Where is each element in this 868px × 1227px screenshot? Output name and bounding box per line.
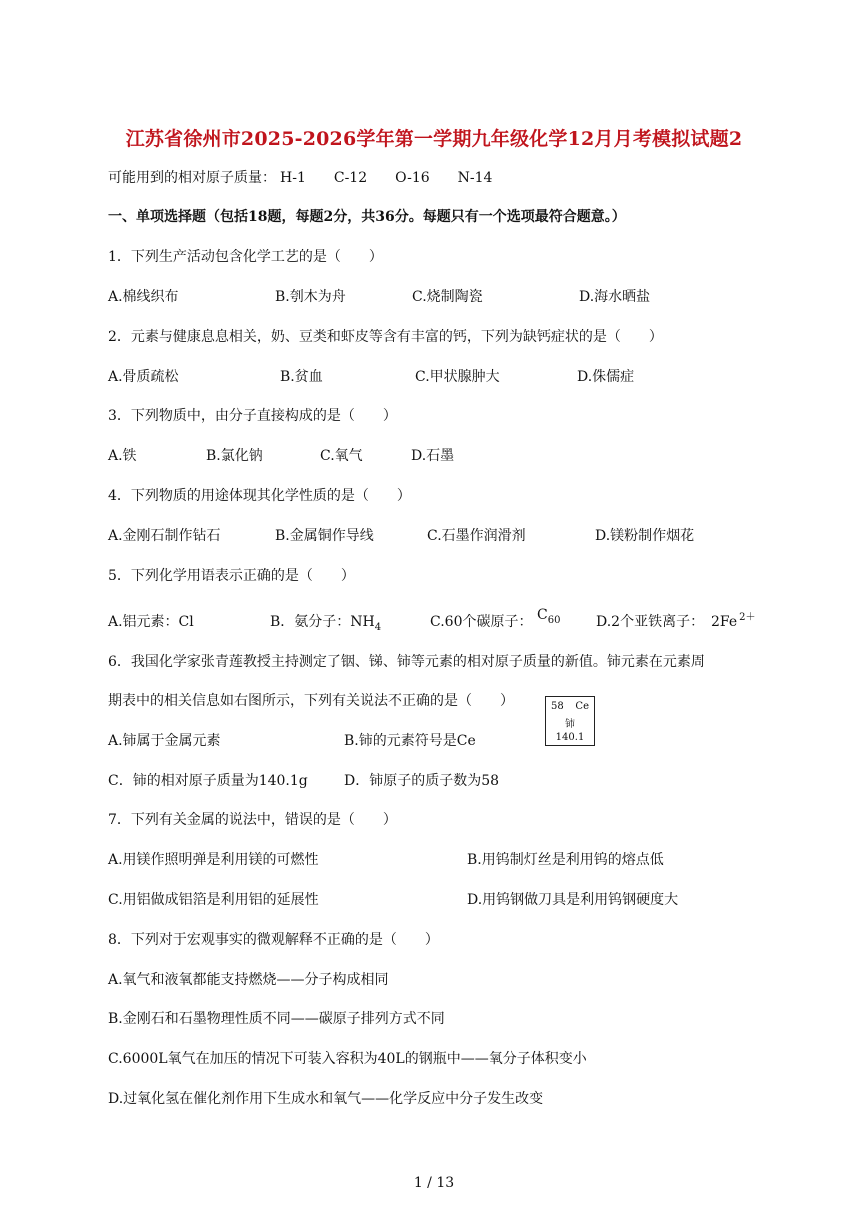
- page-number: 1 / 13: [413, 1175, 455, 1191]
- question-4-stem: 4．下列物质的用途体现其化学性质的是（ ）: [108, 488, 411, 504]
- element-atomic-number: 58: [551, 701, 564, 712]
- q2-option-d: D.侏儒症: [577, 369, 635, 385]
- question-6-stem-1: 6．我国化学家张青莲教授主持测定了铟、锑、铈等元素的相对原子质量的新值。铈元素在元素周: [108, 654, 705, 670]
- q2-option-a: A.骨质疏松: [108, 369, 179, 385]
- q5-option-a: A.铝元素：Cl: [108, 614, 194, 630]
- atomic-mass-o: O-16: [395, 170, 430, 186]
- q6-option-c: C．铈的相对原子质量为140.1g: [108, 773, 308, 789]
- q8-option-c: C.6000L氧气在加压的情况下可装入容积为40L的钢瓶中——氧分子体积变小: [108, 1051, 587, 1067]
- q5-option-c: C.60个碳原子：: [430, 614, 533, 630]
- q8-option-b: B.金刚石和石墨物理性质不同——碳原子排列方式不同: [108, 1011, 445, 1027]
- q2-option-c: C.甲状腺肿大: [415, 369, 500, 385]
- q1-option-d: D.海水晒盐: [579, 289, 651, 305]
- atomic-mass-n: N-14: [457, 170, 493, 186]
- question-5-stem: 5．下列化学用语表示正确的是（ ）: [108, 568, 355, 584]
- page-title: 江苏省徐州市2025-2026学年第一学期九年级化学12月月考模拟试题2: [125, 128, 743, 150]
- q8-option-d: D.过氧化氢在催化剂作用下生成水和氧气——化学反应中分子发生改变: [108, 1091, 544, 1107]
- c60-formula: [537, 607, 560, 626]
- q3-option-d: D.石墨: [411, 448, 455, 464]
- q1-option-a: A.棉线织布: [108, 289, 179, 305]
- element-name: 铈: [565, 719, 575, 730]
- q5-option-b-subscript: 4: [374, 621, 382, 633]
- c60-symbol: C: [537, 607, 548, 623]
- q6-option-d: D．铈原子的质子数为58: [344, 773, 500, 789]
- q7-option-c: C.用铝做成铝箔是利用铝的延展性: [108, 892, 319, 908]
- q5-option-d: D.2个亚铁离子：: [596, 614, 705, 630]
- q1-option-c: C.烧制陶瓷: [412, 289, 483, 305]
- atomic-mass-h: H-1: [280, 170, 306, 186]
- q7-option-d: D.用钨钢做刀具是利用钨钢硬度大: [467, 892, 679, 908]
- atomic-mass-c: C-12: [333, 170, 368, 186]
- question-7-stem: 7．下列有关金属的说法中，错误的是（ ）: [108, 812, 397, 828]
- question-6-stem-2: 期表中的相关信息如右图所示，下列有关说法不正确的是（ ）: [108, 693, 514, 709]
- q8-option-a: A.氧气和液氧都能支持燃烧——分子构成相同: [108, 972, 389, 988]
- q3-option-a: A.铁: [108, 448, 137, 464]
- q4-option-c: C.石墨作润滑剂: [427, 528, 526, 544]
- q7-option-a: A.用镁作照明弹是利用镁的可燃性: [108, 852, 319, 868]
- q6-option-b: B.铈的元素符号是Ce: [344, 733, 476, 749]
- atomic-mass-label: 可能用到的相对原子质量：: [108, 170, 276, 186]
- q6-option-a: A.铈属于金属元素: [108, 733, 221, 749]
- q4-option-d: D.镁粉制作烟花: [595, 528, 695, 544]
- element-info-box: [545, 696, 595, 746]
- element-atomic-mass: 140.1: [555, 732, 585, 743]
- q2-option-b: B.贫血: [280, 369, 323, 385]
- question-8-stem: 8．下列对于宏观事实的微观解释不正确的是（ ）: [108, 932, 439, 948]
- fe-ion-formula: [711, 608, 756, 630]
- c60-subscript: 60: [547, 614, 561, 626]
- fe-ion-symbol: 2Fe: [711, 614, 738, 630]
- question-3-stem: 3．下列物质中，由分子直接构成的是（ ）: [108, 408, 397, 424]
- section-heading: 一、单项选择题（包括18题，每题2分，共36分。每题只有一个选项最符合题意。）: [108, 209, 626, 225]
- q4-option-b: B.金属铜作导线: [275, 528, 374, 544]
- q5-option-b: [270, 612, 381, 638]
- q5-option-b-text: B．氨分子：NH: [270, 614, 375, 630]
- question-1-stem: 1．下列生产活动包含化学工艺的是（ ）: [108, 249, 383, 265]
- question-2-stem: 2．元素与健康息息相关，奶、豆类和虾皮等含有丰富的钙，下列为缺钙症状的是（ ）: [108, 329, 663, 345]
- fe-ion-charge: 2＋: [739, 612, 756, 623]
- q1-option-b: B.刳木为舟: [275, 289, 346, 305]
- q4-option-a: A.金刚石制作钻石: [108, 528, 221, 544]
- q3-option-c: C.氧气: [320, 448, 363, 464]
- q3-option-b: B.氯化钠: [206, 448, 263, 464]
- atomic-mass-line: [108, 168, 520, 188]
- q7-option-b: B.用钨制灯丝是利用钨的熔点低: [467, 852, 664, 868]
- element-symbol: Ce: [575, 701, 589, 712]
